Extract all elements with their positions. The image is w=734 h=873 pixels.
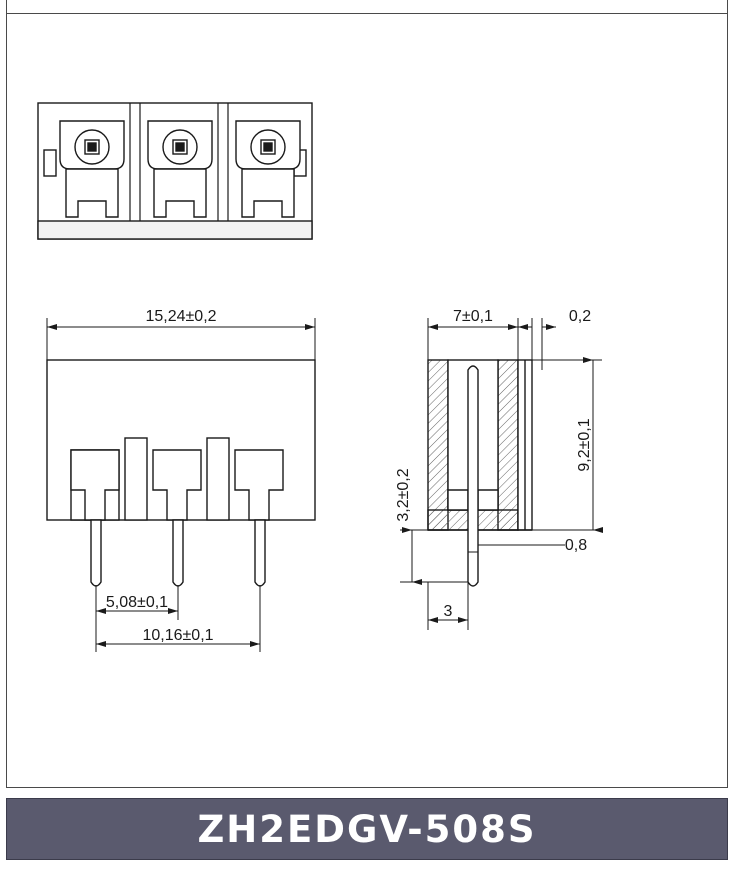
part-number-label: ZH2EDGV-508S [197, 807, 537, 851]
title-block [6, 798, 728, 860]
top-view [30, 95, 330, 275]
dim-body-height: 9,2±0,1 [576, 418, 593, 472]
frame-border-top [6, 0, 728, 14]
dim-pin-length: 3,2±0,2 [395, 468, 412, 522]
dim-pin-span: 10,16±0,1 [142, 627, 214, 644]
frame-border-right [727, 13, 728, 788]
dim-pin-offset: 3 [443, 603, 453, 620]
front-view [25, 300, 335, 690]
frame-border-bottom [6, 787, 728, 788]
dim-pin-thickness: 0,8 [564, 537, 588, 554]
dim-body-depth: 7±0,1 [453, 308, 493, 325]
dim-pitch: 5,08±0,1 [105, 594, 169, 611]
side-section-view [390, 300, 720, 690]
frame-border-left [6, 13, 7, 788]
dim-wall-thickness: 0,2 [568, 308, 592, 325]
dim-overall-width: 15,24±0,2 [145, 308, 217, 325]
